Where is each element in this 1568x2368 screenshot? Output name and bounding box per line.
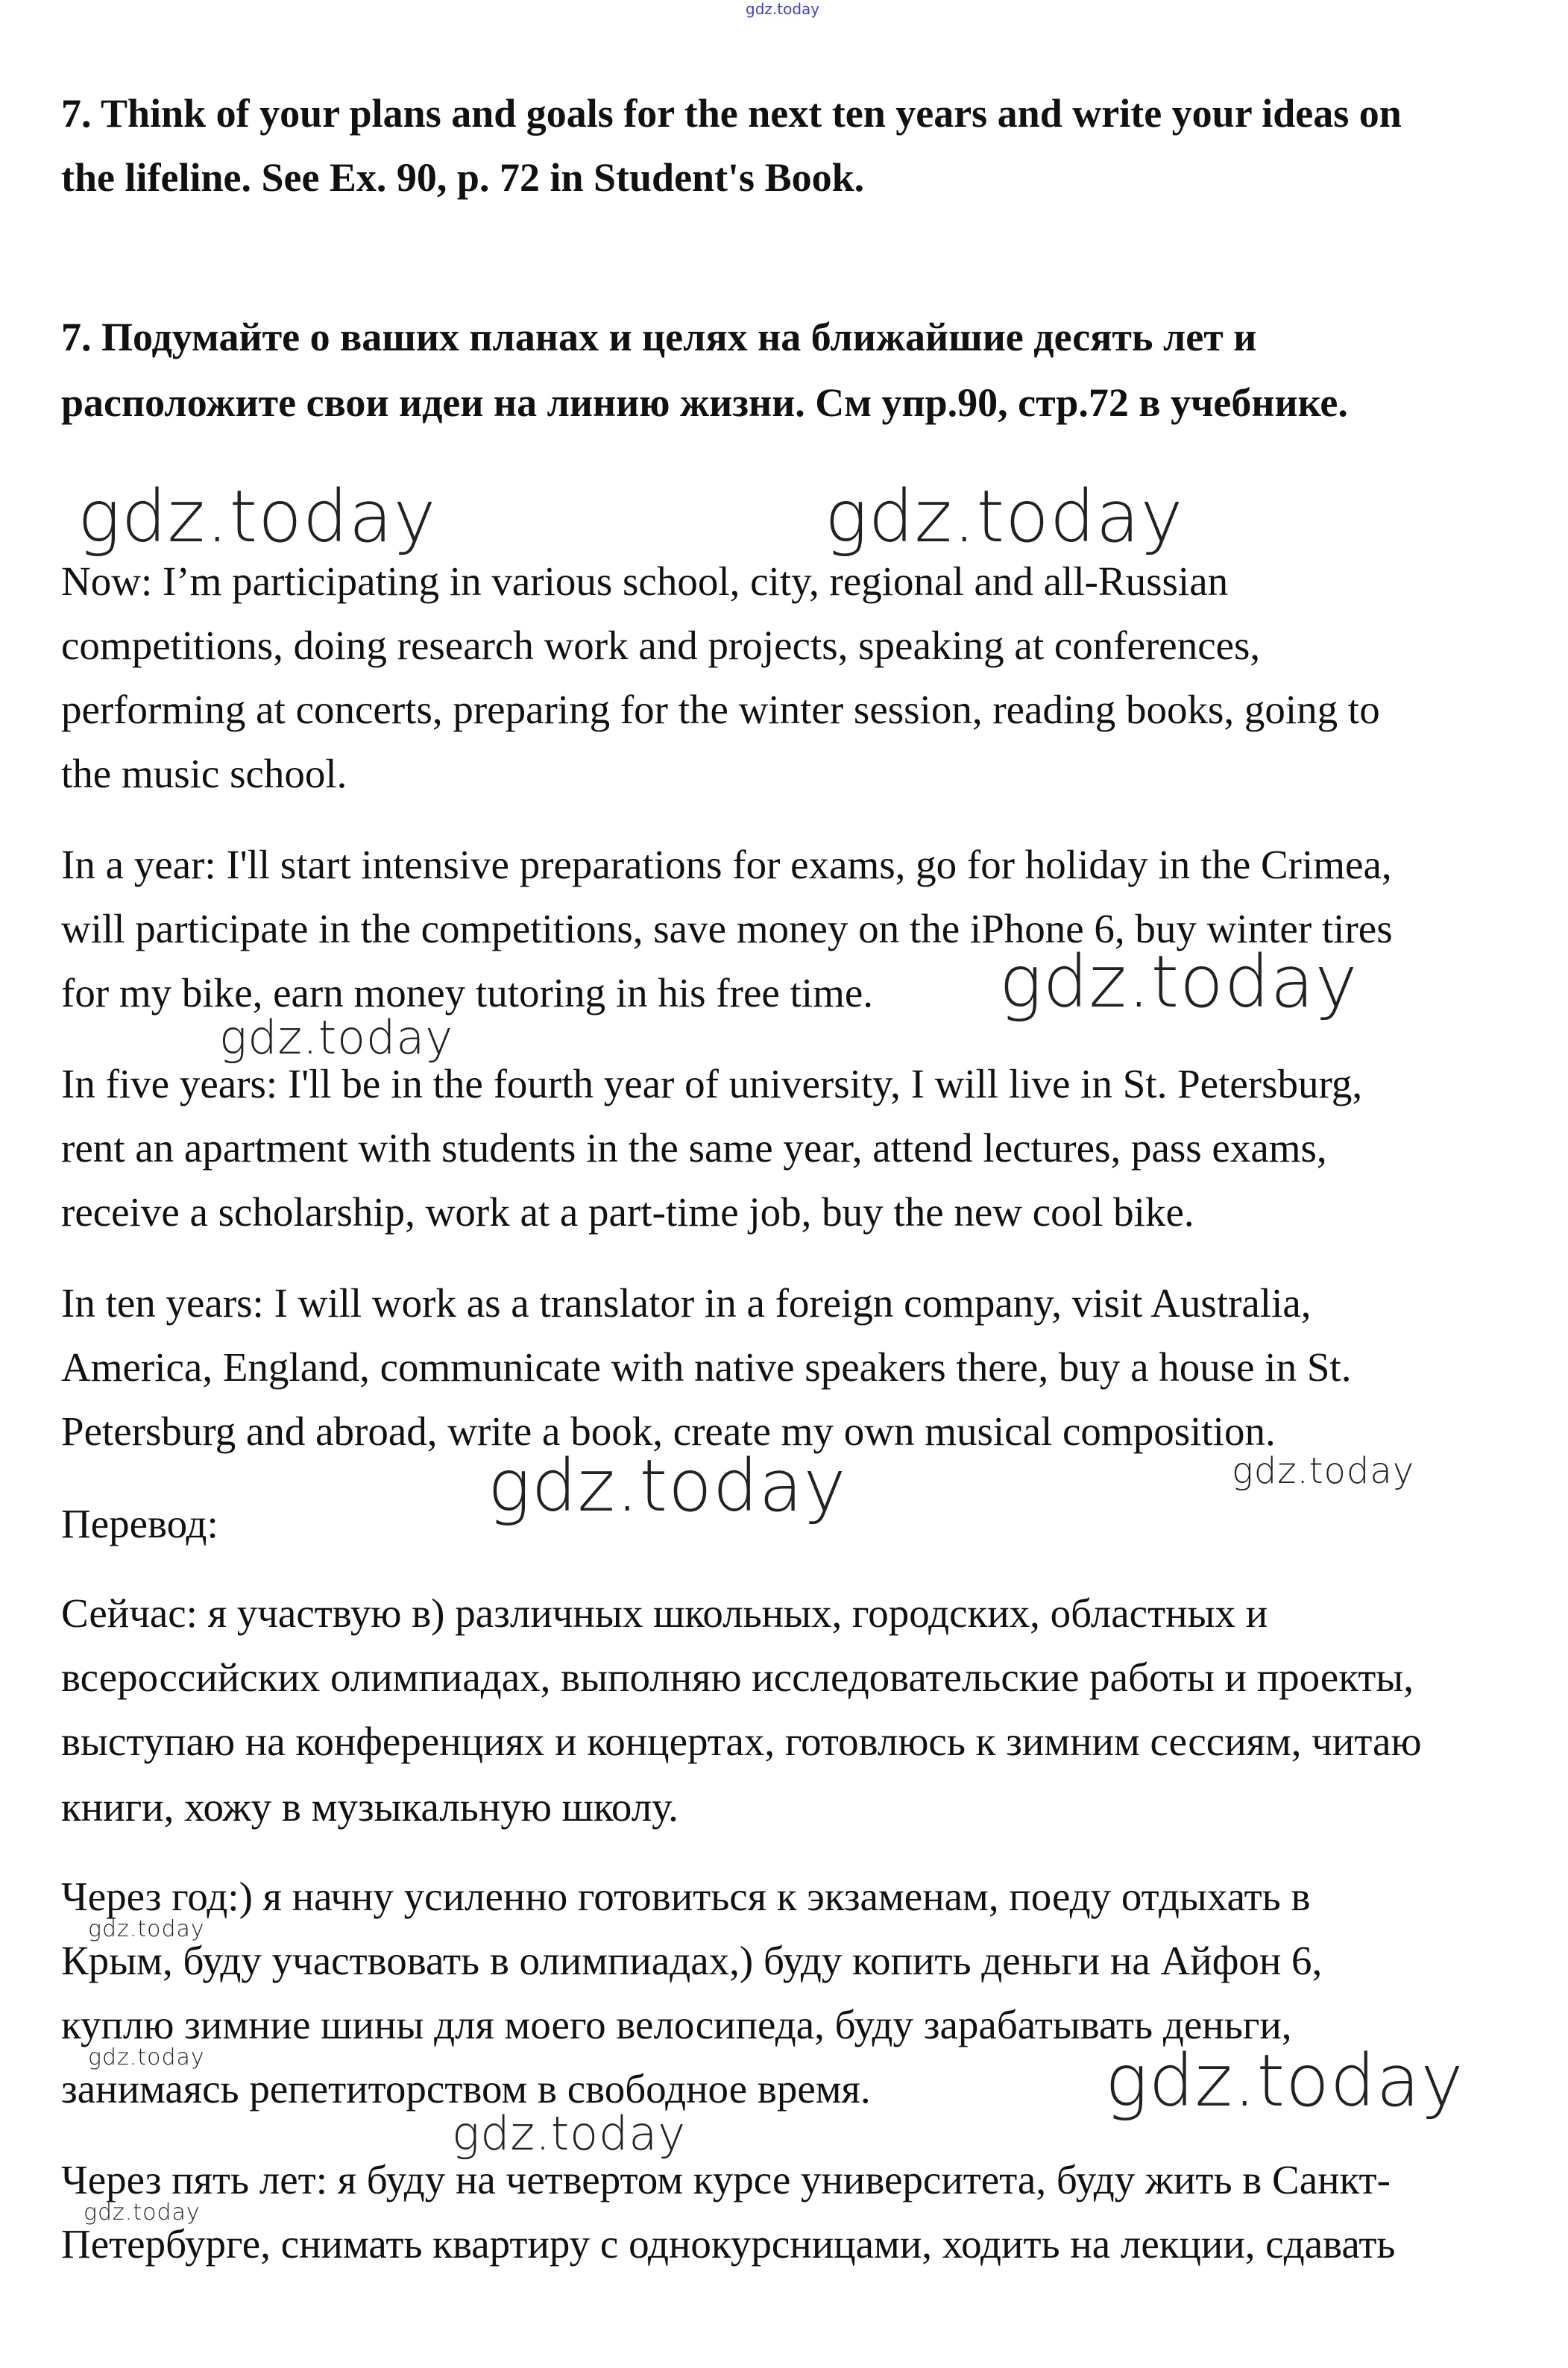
answer-en-line: competitions, doing research work and projects, speaking at conferences,	[61, 623, 1261, 668]
answer-en-line: Now: I’m participating in various school, city, regional and all-Russian	[61, 558, 1229, 604]
answer-ru-line: всероссийских олимпиадах, выполняю исследовательские работы и проекты,	[61, 1654, 1414, 1700]
answer-ru-line: Сейчас: я участвую в) различных школьных, городских, областных и	[61, 1590, 1268, 1636]
answer-en-line: will participate in the competitions, save money on the iPhone 6, buy winter tires	[61, 906, 1393, 951]
task-ru-line: 7. Подумайте о ваших планах и целях на ближайшие десять лет и	[61, 315, 1257, 359]
answer-ru-line: книги, хожу в музыкальную школу.	[61, 1784, 678, 1830]
answer-ru-line: куплю зимние шины для моего велосипеда, буду зарабатывать деньги,	[61, 2002, 1292, 2047]
task-en-line: the lifeline. See Ex. 90, p. 72 in Student's Book.	[61, 155, 865, 200]
task-en-line: 7. Think of your plans and goals for the next ten years and write your ideas on	[61, 91, 1402, 136]
watermark: gdz.today	[825, 475, 1184, 558]
answer-ru-line: Через пять лет: я буду на четвертом курсе университета, буду жить в Санкт-	[61, 2157, 1391, 2202]
answer-en-line: receive a scholarship, work at a part-time job, buy the new cool bike.	[61, 1189, 1194, 1235]
answer-ru-line: выступаю на конференциях и концертах, готовлюсь к зимним сессиям, читаю	[61, 1719, 1422, 1764]
watermark: gdz.today	[88, 1916, 205, 1942]
top-watermark: gdz.today	[746, 0, 820, 18]
watermark: gdz.today	[84, 2199, 201, 2226]
watermark: gdz.today	[1232, 1450, 1415, 1492]
answer-ru-line: занимаясь репетиторством в свободное время.	[61, 2066, 871, 2112]
translation-label: Перевод:	[61, 1501, 218, 1546]
answer-en-line: rent an apartment with students in the same year, attend lectures, pass exams,	[61, 1125, 1327, 1171]
watermark: gdz.today	[488, 1444, 847, 1528]
watermark: gdz.today	[88, 2044, 205, 2071]
answer-en-line: for my bike, earn money tutoring in his free time.	[61, 970, 874, 1015]
answer-en-line: In five years: I'll be in the fourth year of university, I will live in St. Petersburg,	[61, 1061, 1363, 1106]
answer-ru-line: Через год:) я начну усиленно готовиться к экзаменам, поеду отдыхать в	[61, 1874, 1311, 1919]
answer-en-line: Petersburg and abroad, write a book, create my own musical composition.	[61, 1408, 1276, 1454]
watermark: gdz.today	[1105, 2039, 1464, 2123]
answer-en-line: America, England, communicate with native speakers there, buy a house in St.	[61, 1344, 1352, 1390]
watermark: gdz.today	[78, 475, 437, 558]
answer-en-line: performing at concerts, preparing for the winter session, reading books, going to	[61, 687, 1380, 732]
answer-en-line: the music school.	[61, 751, 347, 796]
watermark: gdz.today	[999, 940, 1358, 1024]
watermark: gdz.today	[219, 1010, 454, 1065]
answer-en-line: In ten years: I will work as a translator in a foreign company, visit Australia,	[61, 1280, 1312, 1326]
task-ru-line: расположите свои идеи на линию жизни. См упр.90, стр.72 в учебнике.	[61, 380, 1348, 425]
answer-ru-line: Петербурге, снимать квартиру с однокурсницами, ходить на лекции, сдавать	[61, 2221, 1396, 2267]
watermark: gdz.today	[452, 2106, 687, 2161]
answer-en-line: In a year: I'll start intensive preparations for exams, go for holiday in the Crimea,	[61, 842, 1392, 887]
answer-ru-line: Крым, буду участвовать в олимпиадах,) буду копить деньги на Айфон 6,	[61, 1938, 1323, 1983]
